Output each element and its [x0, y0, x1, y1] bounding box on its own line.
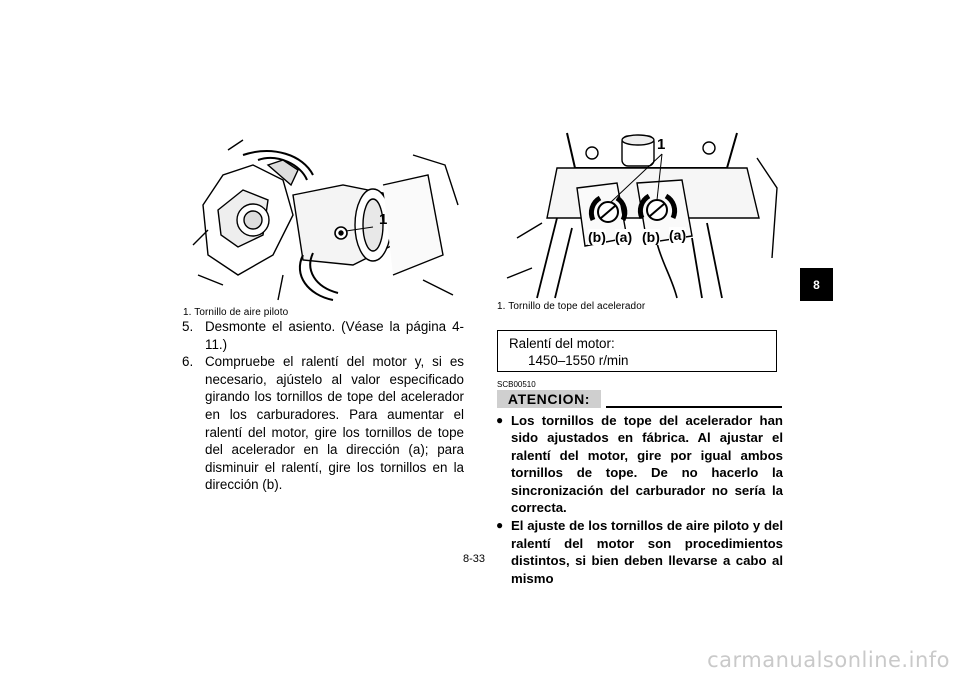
callout-1: 1	[657, 136, 666, 153]
caution-code: SCB00510	[497, 380, 536, 389]
caution-list	[497, 412, 783, 588]
caution-text: Los tornillos de tope del acelerador han sido ajustados en fábrica. Al ajustar el ralentí del motor, gire por igual ambos tornillos de tope. De no hacerlo la sincronización del carburador no sería la correcta.	[511, 413, 783, 516]
caution-title: ATENCION:	[497, 390, 601, 408]
direction-label-b: (b)	[642, 229, 660, 245]
step-number: 5.	[182, 319, 194, 334]
pilot-air-screw-illustration	[183, 135, 465, 305]
idle-speed-spec-box	[497, 330, 777, 372]
direction-label-a: (a)	[669, 227, 687, 243]
right-figure-caption: 1. Tornillo de tope del acelerador	[497, 301, 646, 312]
step-item	[182, 318, 464, 353]
left-figure-caption: 1. Tornillo de aire piloto	[183, 307, 289, 318]
watermark: carmanualsonline.info	[707, 648, 950, 672]
caution-item	[497, 517, 783, 587]
caution-text: El ajuste de los tornillos de aire piloto y del ralentí del motor son procedimientos distintos, si bien deben llevarse a cabo al mismo	[511, 518, 783, 586]
bullet-icon: ●	[496, 413, 504, 427]
step-text: Desmonte el asiento. (Véase la página 4-11.)	[205, 319, 464, 352]
chapter-tab: 8	[800, 268, 833, 301]
page-number: 8-33	[463, 553, 486, 565]
step-item	[182, 353, 464, 494]
step-number: 6.	[182, 354, 194, 370]
spec-label: Ralentí del motor:	[509, 336, 615, 351]
bullet-icon: ●	[496, 518, 504, 533]
spec-value: 1450–1550 r/min	[528, 353, 629, 368]
caution-item	[497, 412, 783, 516]
direction-label-b: (b)	[588, 229, 606, 245]
caution-rule	[606, 406, 782, 408]
step-text: Compruebe el ralentí del motor y, si es necesario, ajústelo al valor especificado girando los tornillos de tope del acelerador en los carburadores. Para aumentar el ralentí del motor, gire los tornillos de tope del acelerador en la dirección (a); para disminuir el ralentí, gire los tornillos en la dirección (b).	[205, 354, 464, 493]
throttle-stop-screw-illustration	[497, 128, 785, 300]
callout-1: 1	[379, 211, 388, 228]
direction-label-a: (a)	[615, 229, 633, 245]
procedure-steps	[182, 318, 464, 494]
